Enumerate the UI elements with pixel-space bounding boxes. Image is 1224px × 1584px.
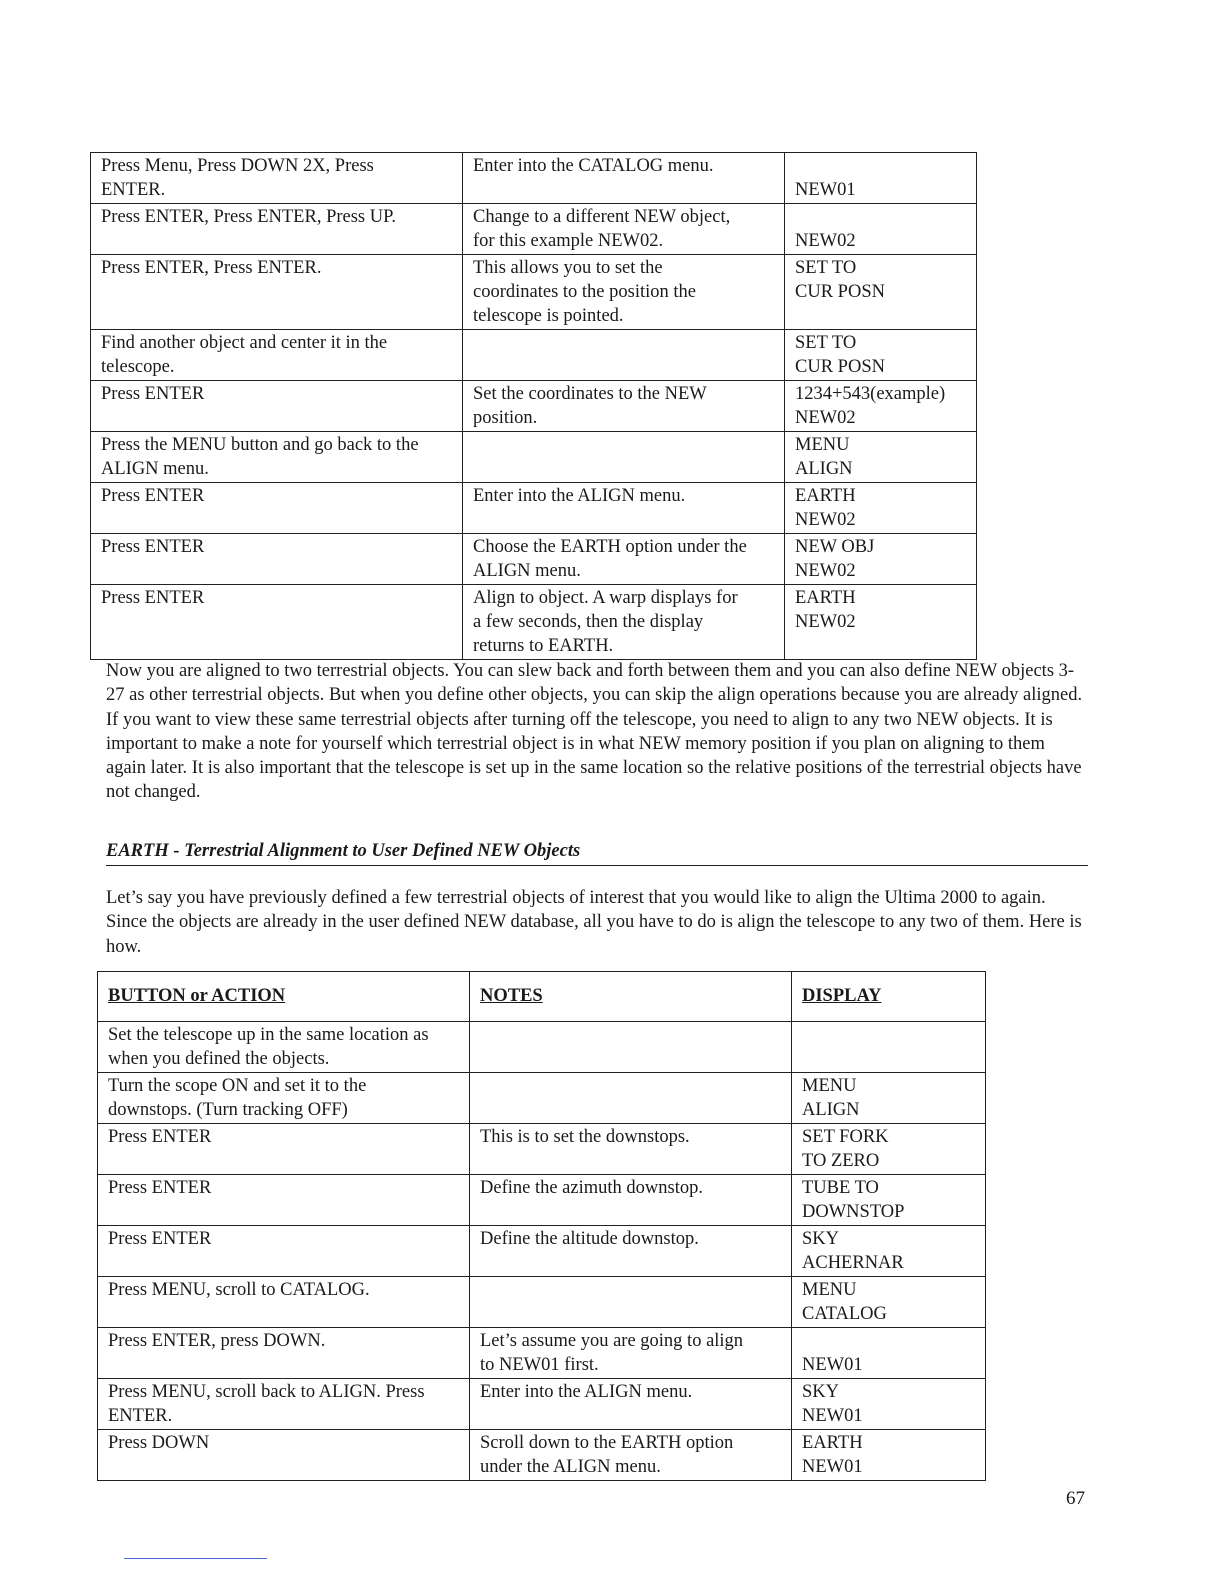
notes-cell xyxy=(470,1022,792,1073)
notes-cell xyxy=(463,330,785,381)
header-notes: NOTES xyxy=(470,972,792,1022)
display-cell: NEW02 xyxy=(785,204,977,255)
display-cell: MENU CATALOG xyxy=(792,1277,986,1328)
action-cell: Press ENTER xyxy=(98,1175,470,1226)
table-row xyxy=(98,1022,986,1073)
instruction-table-1 xyxy=(90,152,977,660)
table-header-row xyxy=(98,972,986,1022)
table-row xyxy=(91,483,977,534)
display-cell: MENU ALIGN xyxy=(785,432,977,483)
page-number: 67 xyxy=(1066,1488,1085,1509)
action-cell: Press ENTER xyxy=(98,1226,470,1277)
notes-cell: Choose the EARTH option under the ALIGN menu. xyxy=(463,534,785,585)
action-cell: Set the telescope up in the same location as when you defined the objects. xyxy=(98,1022,470,1073)
notes-cell: Enter into the CATALOG menu. xyxy=(463,153,785,204)
table-row xyxy=(91,534,977,585)
display-cell: SET TO CUR POSN xyxy=(785,255,977,330)
notes-cell: Define the azimuth downstop. xyxy=(470,1175,792,1226)
action-cell: Press ENTER, press DOWN. xyxy=(98,1328,470,1379)
display-cell: NEW OBJ NEW02 xyxy=(785,534,977,585)
notes-cell: Change to a different NEW object, for this example NEW02. xyxy=(463,204,785,255)
footer-divider xyxy=(124,1558,267,1559)
notes-cell: Align to object. A warp displays for a few seconds, then the display returns to EARTH. xyxy=(463,585,785,660)
action-cell: Press MENU, scroll back to ALIGN. Press ENTER. xyxy=(98,1379,470,1430)
display-cell: TUBE TO DOWNSTOP xyxy=(792,1175,986,1226)
display-cell: NEW01 xyxy=(785,153,977,204)
notes-cell: Define the altitude downstop. xyxy=(470,1226,792,1277)
notes-cell: Let’s assume you are going to align to NEW01 first. xyxy=(470,1328,792,1379)
action-cell: Turn the scope ON and set it to the downstops. (Turn tracking OFF) xyxy=(98,1073,470,1124)
action-cell: Press ENTER xyxy=(98,1124,470,1175)
header-display: DISPLAY xyxy=(792,972,986,1022)
notes-cell xyxy=(463,432,785,483)
table-row xyxy=(98,1379,986,1430)
table-row xyxy=(91,255,977,330)
header-button-action: BUTTON or ACTION xyxy=(98,972,470,1022)
display-cell: 1234+543(example) NEW02 xyxy=(785,381,977,432)
notes-cell: Enter into the ALIGN menu. xyxy=(463,483,785,534)
display-cell: SET TO CUR POSN xyxy=(785,330,977,381)
action-cell: Press ENTER xyxy=(91,534,463,585)
notes-cell: Set the coordinates to the NEW position. xyxy=(463,381,785,432)
action-cell: Find another object and center it in the telescope. xyxy=(91,330,463,381)
notes-cell: Scroll down to the EARTH option under the ALIGN menu. xyxy=(470,1430,792,1481)
display-cell: SKY NEW01 xyxy=(792,1379,986,1430)
table-row xyxy=(91,432,977,483)
paragraph-terrestrial-aligned: Now you are aligned to two terrestrial objects. You can slew back and forth between them and you can also define NEW objects 3-27 as other terrestrial objects. But when you define other objects, you can skip the align operations because you are already aligned. If you want to view these same terrestrial objects after turning off the telescope, you need to align to any two NEW objects. It is important to make a note for yourself which terrestrial object is in what NEW memory position if you plan on aligning to them again later. It is also important that the telescope is set up in the same location so the relative positions of the terrestrial objects have not changed. xyxy=(106,661,1083,803)
action-cell: Press ENTER xyxy=(91,483,463,534)
display-cell: MENU ALIGN xyxy=(792,1073,986,1124)
table-row xyxy=(98,1073,986,1124)
notes-cell xyxy=(470,1277,792,1328)
action-cell: Press Menu, Press DOWN 2X, Press ENTER. xyxy=(91,153,463,204)
table-row xyxy=(98,1226,986,1277)
action-cell: Press ENTER xyxy=(91,381,463,432)
notes-cell: This allows you to set the coordinates to the position the telescope is pointed. xyxy=(463,255,785,330)
table-row xyxy=(98,1430,986,1481)
section-heading: EARTH - Terrestrial Alignment to User Defined NEW Objects xyxy=(106,841,1088,866)
table-row xyxy=(91,330,977,381)
paragraph-intro: Let’s say you have previously defined a few terrestrial objects of interest that you would like to align the Ultima 2000 to again. Since the objects are already in the user defined NEW database, all you have to do is align the telescope to any two of them. Here is how. xyxy=(106,888,1082,957)
display-cell: EARTH NEW01 xyxy=(792,1430,986,1481)
notes-cell: Enter into the ALIGN menu. xyxy=(470,1379,792,1430)
action-cell: Press DOWN xyxy=(98,1430,470,1481)
table-row xyxy=(98,1328,986,1379)
display-cell: NEW01 xyxy=(792,1328,986,1379)
display-cell: EARTH NEW02 xyxy=(785,585,977,660)
display-cell xyxy=(792,1022,986,1073)
display-cell: SKY ACHERNAR xyxy=(792,1226,986,1277)
notes-cell: This is to set the downstops. xyxy=(470,1124,792,1175)
action-cell: Press MENU, scroll to CATALOG. xyxy=(98,1277,470,1328)
table-row xyxy=(98,1175,986,1226)
table-row xyxy=(98,1277,986,1328)
action-cell: Press the MENU button and go back to the ALIGN menu. xyxy=(91,432,463,483)
table-row xyxy=(91,381,977,432)
table-row xyxy=(91,585,977,660)
notes-cell xyxy=(470,1073,792,1124)
instruction-table-2 xyxy=(97,971,986,1481)
action-cell: Press ENTER, Press ENTER. xyxy=(91,255,463,330)
display-cell: SET FORK TO ZERO xyxy=(792,1124,986,1175)
display-cell: EARTH NEW02 xyxy=(785,483,977,534)
table-row xyxy=(91,153,977,204)
table-row xyxy=(91,204,977,255)
table-row xyxy=(98,1124,986,1175)
action-cell: Press ENTER xyxy=(91,585,463,660)
action-cell: Press ENTER, Press ENTER, Press UP. xyxy=(91,204,463,255)
